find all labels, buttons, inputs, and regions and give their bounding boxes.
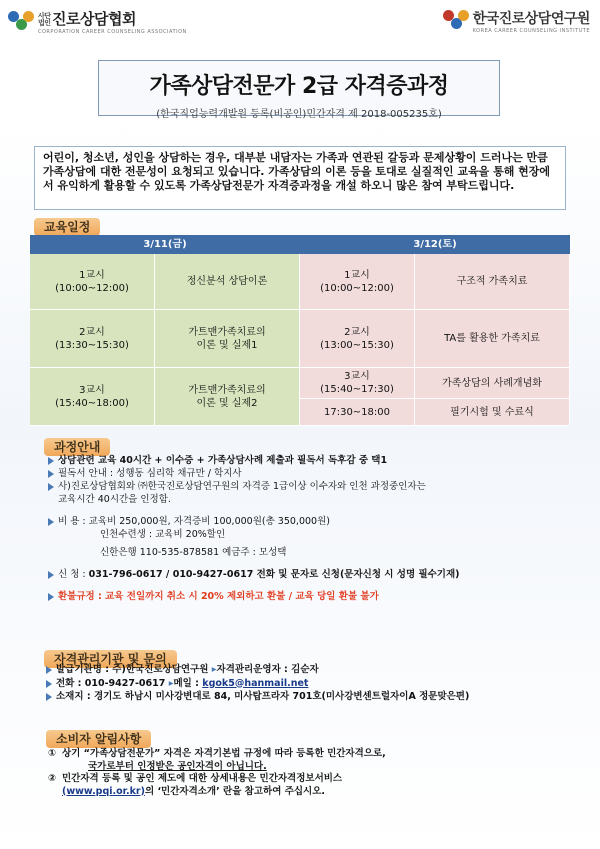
bullet-arrow-icon [48, 518, 54, 526]
bullet-arrow-icon [46, 680, 52, 688]
bank-account: 신한은행 110-535-878581 예금주 : 모성택 [100, 547, 287, 558]
notice-2a: 민간자격 등록 및 공인 제도에 대한 상세내용은 민간자격정보서비스 [62, 773, 343, 784]
email-label: 메일 : [173, 677, 199, 689]
pqi-link[interactable]: (www.pqi.or.kr) [62, 785, 145, 797]
d2-r4-time: 17:30~18:00 [300, 399, 415, 425]
notice-number: ① [48, 748, 57, 759]
d1-r3-subject: 가트맨가족치료의 이론 및 실제2 [155, 368, 300, 425]
phone: 전화 : 010-9427-0617 [56, 677, 166, 689]
bullet-arrow-icon [48, 571, 54, 579]
fee-main: 교육비 250,000원, 자격증비 100,000원(총 350,000원) [88, 516, 330, 527]
schedule-tab: 교육일정 [34, 218, 100, 236]
guide-line [48, 529, 568, 541]
title-box [98, 60, 500, 120]
consumer-notice [48, 748, 568, 798]
manager: 자격관리운영자 : 김순자 [216, 664, 319, 675]
schedule-header [30, 235, 570, 254]
address: 소재지 : 경기도 하남시 미사강변대로 84, 미사탑프라자 701호(미사강변센트럴자이A 정문맞은편) [56, 691, 470, 702]
association-logo-prefix: 사단법인 [38, 11, 51, 27]
bullet-arrow-icon [48, 593, 54, 601]
d2-r4-subject: 필기시험 및 수료식 [415, 399, 570, 425]
d2-r1-time: 1교시 (10:00~12:00) [300, 254, 415, 309]
d2-r2-subject: TA를 활용한 가족치료 [415, 310, 570, 367]
d2-r2-time: 2교시 (13:00~15:30) [300, 310, 415, 367]
bullet-arrow-icon [46, 693, 52, 701]
association-logo-name: 진로상담협회 [52, 10, 136, 28]
day1-column [30, 254, 300, 426]
course-guide [48, 455, 568, 604]
bullet-arrow-icon [48, 483, 54, 491]
contact-info [46, 664, 570, 705]
contact-line [46, 678, 570, 691]
d2-r1-subject: 구조적 가족치료 [415, 254, 570, 309]
d1-r1-subject: 정신분석 상담이론 [155, 254, 300, 309]
schedule-table [30, 235, 570, 426]
intro-text: 어린이, 청소년, 성인을 상담하는 경우, 대부분 내담자는 가족과 연관된 갈등과 문제상황이 드러나는 만큼 가족상담에 대한 전문성이 요청되고 있습니다. 가족상담의 이론 등을 토대로 실질적인 교육을 통해 현장에서 유익하게 활용할 수 있도록 가족상담전문가 자격증과정을 개설 하오니 많은 참여 부탁드립니다. [34, 146, 566, 210]
bullet-arrow-icon [48, 470, 54, 478]
guide-reading: 필독서 안내 : 성행동 심리학 채규만 / 학지사 [58, 468, 242, 479]
d1-r2-subject: 가트맨가족치료의 이론 및 실제1 [155, 310, 300, 367]
association-logo-mark-icon [8, 11, 34, 33]
guide-line [48, 547, 568, 559]
apply-label: 신 청 : [58, 569, 86, 580]
association-logo [8, 8, 187, 35]
notice-number: ② [48, 773, 57, 784]
d2-r3-time: 3교시 (15:40~17:30) [300, 368, 415, 398]
notice-1b: 국가로부터 인정받은 공인자격이 아닙니다. [88, 760, 267, 772]
institute-logo-mark-icon [443, 10, 469, 32]
bullet-arrow-icon [46, 666, 52, 674]
guide-requirements: 상담관련 교육 40시간 + 이수증 + 가족상담사례 제출과 필독서 독후감 중 택1 [58, 455, 388, 466]
contact-line [46, 691, 570, 704]
fee-discount: 인천수련생 : 교육비 20%할인 [100, 529, 226, 540]
issuer: 발급기관명 : 주)한국진로상담연구원 [56, 664, 209, 675]
small-arrow-icon: ▸ [211, 664, 217, 675]
guide-line [48, 455, 568, 467]
apply-info: 031-796-0617 / 010-9427-0617 전화 및 문자로 신청(문자신청 시 성명 필수기재) [88, 569, 460, 580]
small-arrow-icon: ▸ [168, 677, 174, 689]
page-title: 가족상담전문가 2급 자격증과정 [149, 74, 449, 99]
association-logo-sub: CORPORATION CAREER COUNSELING ASSOCIATION [38, 29, 187, 35]
contact-line [46, 664, 570, 677]
day1-header: 3/11(금) [143, 239, 187, 250]
notice-2b: 의 ‘민간자격소개’ 란을 참고하여 주십시오. [144, 785, 326, 797]
guide-line [48, 494, 568, 506]
d2-r3-subject: 가족상담의 사례개념화 [415, 368, 570, 398]
notice-line [48, 761, 568, 774]
bullet-arrow-icon [48, 457, 54, 465]
email-link[interactable]: kgok5@hanmail.net [202, 677, 309, 689]
notice-1a: 상기 “가족상담전문가” 자격은 자격기본법 규정에 따라 등록한 민간자격으로, [62, 748, 386, 759]
notice-line [48, 748, 568, 761]
guide-credit-a: 사)진로상담협회와 ㈜한국진로상담연구원의 자격증 1급이상 이수자와 인천 과정중인자는 [58, 481, 426, 492]
refund-policy: 환불규정 : 교육 전일까지 취소 시 20% 제외하고 환불 / 교육 당일 환불 불가 [58, 591, 379, 602]
notice-tab: 소비자 알림사항 [46, 730, 151, 748]
day2-header: 3/12(토) [413, 239, 457, 250]
institute-logo-name: 한국진로상담연구원 [472, 11, 590, 27]
day2-column [300, 254, 570, 426]
institute-logo-sub: KOREA CAREER COUNSELING INSTITUTE [472, 28, 590, 34]
d1-r1-time: 1교시 (10:00~12:00) [30, 254, 155, 309]
d1-r3-time: 3교시 (15:40~18:00) [30, 368, 155, 425]
fee-label: 비 용 : [58, 516, 86, 527]
guide-line [48, 481, 568, 493]
notice-line [48, 786, 568, 799]
institute-logo [443, 8, 590, 34]
guide-credit-b: 교육시간 40시간을 인정함. [58, 494, 171, 505]
d1-r2-time: 2교시 (13:30~15:30) [30, 310, 155, 367]
guide-tab: 과정안내 [44, 438, 110, 456]
notice-line [48, 773, 568, 786]
guide-line [48, 591, 568, 603]
guide-line [48, 468, 568, 480]
guide-line [48, 516, 568, 528]
contact-tab: 자격관리기관 및 문의 [44, 650, 177, 668]
guide-line [48, 569, 568, 581]
registration-note: (한국직업능력개발원 등록(비공인)민간자격 제 2018-005235호) [156, 109, 442, 120]
